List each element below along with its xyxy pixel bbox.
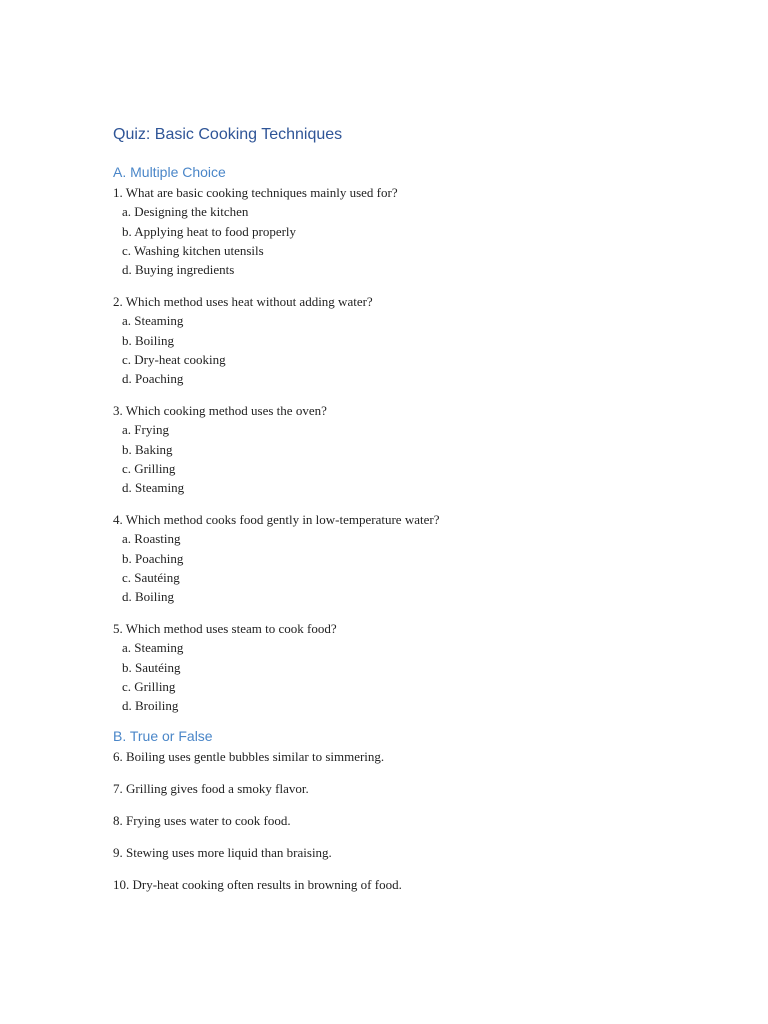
question-block [113,292,673,388]
answer-option: d. Broiling [122,698,179,714]
answer-option: b. Poaching [122,550,184,566]
question-text: 3. Which cooking method uses the oven? [113,402,327,418]
answer-option: d. Boiling [122,589,175,605]
question-block [113,183,673,279]
answer-option: c. Washing kitchen utensils [122,242,264,258]
answer-option: a. Frying [122,422,169,438]
question-text: 4. Which method cooks food gently in low-temperature water? [113,511,440,527]
answer-option: b. Baking [122,441,173,457]
answer-option: a. Roasting [122,531,181,547]
answer-option: c. Grilling [122,460,176,476]
question-text: 5. Which method uses steam to cook food? [113,620,337,636]
answer-option: b. Sautéing [122,659,181,675]
answer-option: a. Steaming [122,640,184,656]
answer-option: c. Sautéing [122,569,180,585]
answer-option: d. Poaching [122,371,184,387]
answer-option: d. Steaming [122,480,185,496]
true-false-section [113,747,673,907]
question-block [113,510,673,606]
answer-option: d. Buying ingredients [122,262,235,278]
answer-option: a. Steaming [122,313,184,329]
question-block [113,619,673,715]
answer-option: c. Dry-heat cooking [122,351,226,367]
quiz-title: Quiz: Basic Cooking Techniques [113,126,343,143]
true-false-item: 10. Dry-heat cooking often results in browning of food. [113,877,402,893]
answer-option: b. Applying heat to food properly [122,223,297,239]
answer-option: b. Boiling [122,332,175,348]
question-block [113,401,673,497]
document-page [113,122,673,907]
true-false-item: 9. Stewing uses more liquid than braising. [113,845,332,861]
multiple-choice-section [113,183,673,715]
question-text: 1. What are basic cooking techniques mainly used for? [113,185,398,200]
section-b-heading: B. True or False [113,728,213,745]
section-a-heading: A. Multiple Choice [113,164,226,180]
true-false-item: 7. Grilling gives food a smoky flavor. [113,781,309,797]
answer-option: c. Grilling [122,678,176,694]
question-text: 2. Which method uses heat without adding water? [113,293,373,309]
true-false-item: 8. Frying uses water to cook food. [113,813,291,829]
true-false-item: 6. Boiling uses gentle bubbles similar to simmering. [113,749,385,765]
answer-option: a. Designing the kitchen [122,204,249,220]
